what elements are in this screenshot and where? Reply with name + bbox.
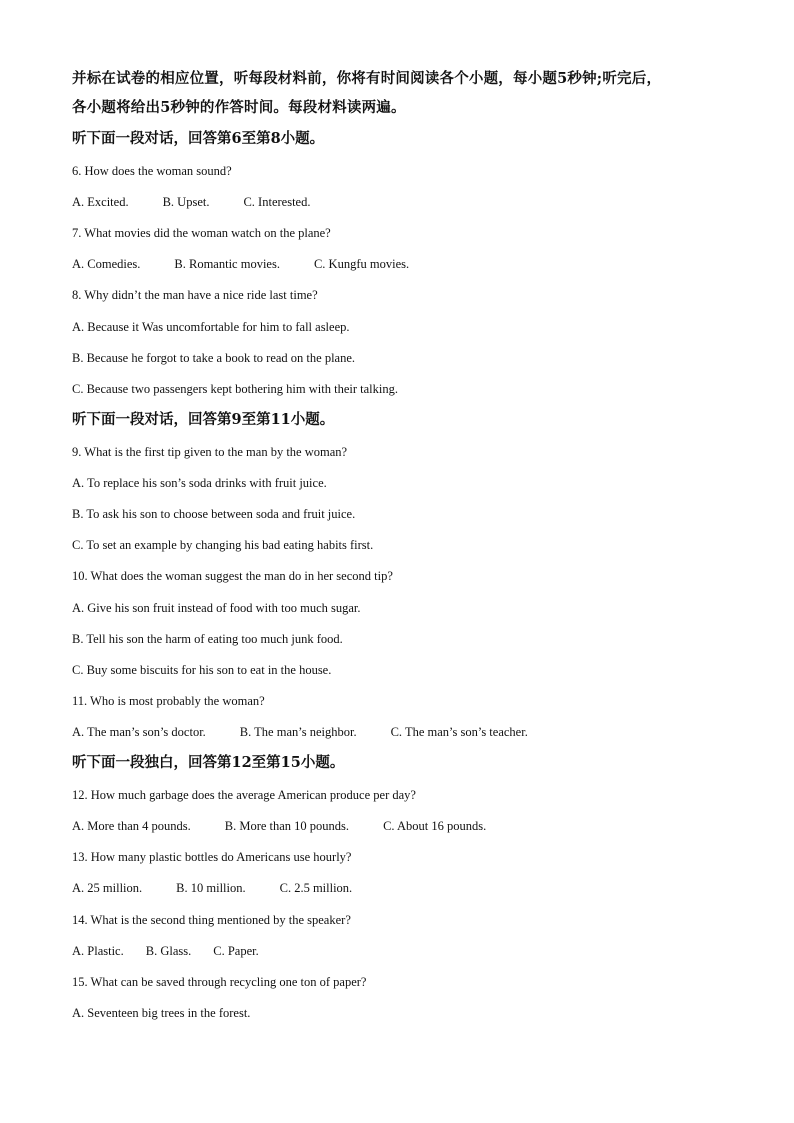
intro-line-2: 各小题将给出5秒钟的作答时间。每段材料读两遍。 <box>72 99 406 116</box>
option-b: B. The man’s neighbor. <box>239 725 357 739</box>
option-15a: A. Seventeen big trees in the forest. <box>72 1006 251 1020</box>
option-9c: C. To set an example by changing his bad eating habits first. <box>72 538 374 552</box>
options-11 <box>72 723 528 741</box>
option-a: A. Comedies. <box>72 257 141 271</box>
option-9a: A. To replace his son’s soda drinks with fruit juice. <box>72 476 327 490</box>
option-a: A. More than 4 pounds. <box>72 819 191 833</box>
section-heading-3: 听下面一段独白，回答第12至第15小题。 <box>72 754 345 771</box>
option-10a: A. Give his son fruit instead of food with too much sugar. <box>72 601 361 615</box>
question-7: 7. What movies did the woman watch on the plane? <box>72 226 331 240</box>
question-12: 12. How much garbage does the average American produce per day? <box>72 788 416 802</box>
question-14: 14. What is the second thing mentioned by the speaker? <box>72 913 351 927</box>
question-9: 9. What is the first tip given to the man by the woman? <box>72 445 348 459</box>
option-b: B. More than 10 pounds. <box>224 819 350 833</box>
option-8b: B. Because he forgot to take a book to read on the plane. <box>72 351 356 365</box>
option-c: C. The man’s son’s teacher. <box>390 725 528 739</box>
option-b: B. Romantic movies. <box>174 257 280 271</box>
option-8a: A. Because it Was uncomfortable for him to fall asleep. <box>72 320 350 334</box>
options-7 <box>72 255 409 273</box>
option-c: C. Paper. <box>213 944 259 958</box>
question-8: 8. Why didn’t the man have a nice ride last time? <box>72 288 318 302</box>
option-9b: B. To ask his son to choose between soda and fruit juice. <box>72 507 356 521</box>
option-b: B. Upset. <box>162 195 210 209</box>
option-10b: B. Tell his son the harm of eating too much junk food. <box>72 632 343 646</box>
options-13 <box>72 879 352 897</box>
options-12 <box>72 817 486 835</box>
option-10c: C. Buy some biscuits for his son to eat in the house. <box>72 663 332 677</box>
option-c: C. Interested. <box>243 195 311 209</box>
option-a: A. Plastic. <box>72 944 124 958</box>
section-heading-1: 听下面一段对话，回答第6至第8小题。 <box>72 130 325 147</box>
question-13: 13. How many plastic bottles do Americans use hourly? <box>72 850 352 864</box>
intro-paragraph <box>72 64 732 122</box>
options-6 <box>72 193 310 211</box>
option-c: C. About 16 pounds. <box>383 819 487 833</box>
section-heading-2: 听下面一段对话，回答第9至第11小题。 <box>72 411 335 428</box>
option-8c: C. Because two passengers kept bothering him with their talking. <box>72 382 398 396</box>
intro-line-1: 并标在试卷的相应位置，听每段材料前，你将有时间阅读各个小题，每小题5秒钟;听完后， <box>72 70 662 87</box>
question-15: 15. What can be saved through recycling one ton of paper? <box>72 975 367 989</box>
option-c: C. Kungfu movies. <box>313 257 410 271</box>
option-c: C. 2.5 million. <box>279 881 353 895</box>
option-b: B. Glass. <box>145 944 192 958</box>
option-b: B. 10 million. <box>176 881 246 895</box>
option-a: A. 25 million. <box>72 881 143 895</box>
options-14 <box>72 942 259 960</box>
question-11: 11. Who is most probably the woman? <box>72 694 265 708</box>
question-10: 10. What does the woman suggest the man do in her second tip? <box>72 569 393 583</box>
option-a: A. Excited. <box>72 195 129 209</box>
question-6: 6. How does the woman sound? <box>72 164 232 178</box>
option-a: A. The man’s son’s doctor. <box>72 725 206 739</box>
